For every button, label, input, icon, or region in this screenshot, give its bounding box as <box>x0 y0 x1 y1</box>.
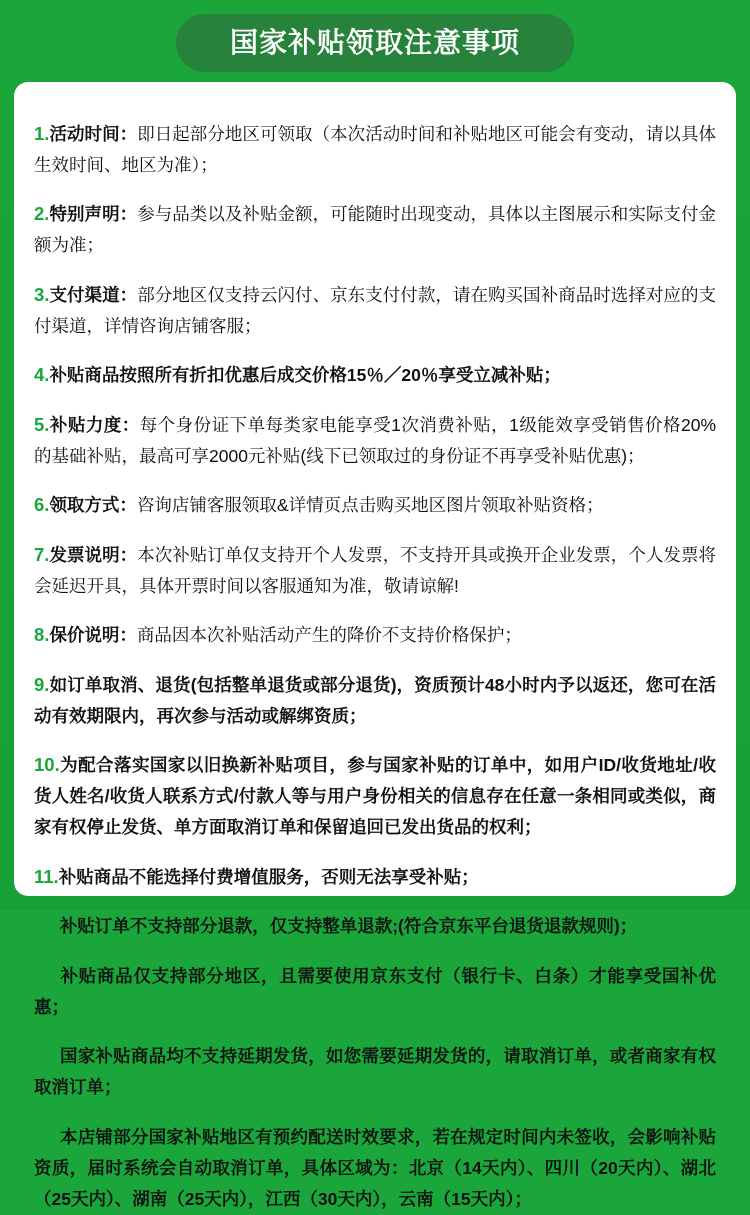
notice-item-number: 8. <box>34 624 50 645</box>
notice-item-number: 9. <box>34 673 50 695</box>
notice-item-number: 5. <box>34 413 50 435</box>
notice-item-lead: 特别声明： <box>49 204 138 224</box>
notice-item-number: 4. <box>34 364 50 385</box>
notice-item <box>34 279 716 342</box>
title-pill <box>176 14 574 72</box>
notice-item <box>34 960 716 1023</box>
notice-item <box>34 861 716 893</box>
notice-item <box>34 409 716 472</box>
notice-item-number: 12. <box>34 915 60 936</box>
notice-item <box>34 539 716 602</box>
notice-item-number: 15. <box>34 1125 60 1147</box>
notice-item <box>34 619 716 651</box>
notice-item-number: 13. <box>34 964 60 986</box>
notice-item-number: 11. <box>34 865 59 887</box>
notice-item-number: 1. <box>34 122 50 144</box>
notice-item-number: 2. <box>34 203 50 224</box>
notice-item-lead: 支付渠道： <box>49 284 138 305</box>
notice-item-body: 参与品类以及补贴金额，可能随时出现变动，具体以主图展示和实际支付金额为准； <box>34 204 717 255</box>
notice-item <box>34 749 716 843</box>
notice-item <box>34 910 716 942</box>
notice-item-body: 补贴商品按照所有折扣优惠后成交价格15％／20％享受立减补贴； <box>49 365 561 385</box>
notice-item-body: 补贴商品仅支持部分地区，且需要使用京东支付（银行卡、白条）才能享受国补优惠； <box>34 965 716 1017</box>
notice-item-body: 国家补贴商品均不支持延期发货，如您需要延期发货的，请取消订单，或者商家有权取消订单； <box>34 1046 716 1097</box>
notice-item-body: 本店铺部分国家补贴地区有预约配送时效要求，若在规定时间内未签收，会影响补贴资质，届时系统会自动取消订单，具体区域为：北京（14天内）、四川（20天内）、湖北（25天内）、湖南（25天内），江西（30天内），云南（15天内）； <box>34 1126 716 1209</box>
notice-item-number: 7. <box>34 543 50 565</box>
notice-card <box>14 82 736 1209</box>
notice-item-lead: 保价说明： <box>49 625 137 645</box>
page-header <box>0 0 750 86</box>
notice-item-number: 3. <box>34 283 50 305</box>
notice-item-number: 14. <box>34 1045 60 1066</box>
notice-item-body: 补贴商品不能选择付费增值服务，否则无法享受补贴； <box>58 866 479 887</box>
notice-item-lead: 发票说明： <box>49 544 138 565</box>
notice-item <box>34 1121 716 1215</box>
notice-item <box>34 118 716 181</box>
notice-item-body: 即日起部分地区可领取（本次活动时间和补贴地区可能会有变动，请以具体生效时间、地区为准）； <box>34 123 717 175</box>
notice-item-number: 6. <box>34 494 50 515</box>
notice-item-body: 本次补贴订单仅支持开个人发票，不支持开具或换开企业发票，个人发票将会延迟开具，具体开票时间以客服通知为准，敬请谅解! <box>34 544 717 596</box>
notice-item-body: 如订单取消、退货(包括整单退货或部分退货)，资质预计48小时内予以返还，您可在活动有效期限内，再次参与活动或解绑资质； <box>34 674 716 726</box>
notice-item-lead: 领取方式： <box>49 495 137 515</box>
notice-item <box>34 198 716 261</box>
page-title: 国家补贴领取注意事项 <box>229 27 520 58</box>
notice-item-lead: 活动时间： <box>49 123 138 144</box>
notice-item-body: 为配合落实国家以旧换新补贴项目，参与国家补贴的订单中，如用户ID/收货地址/收货人姓名/收货人联系方式/付款人等与用户身份相关的信息存在任意一条相同或类似，商家有权停止发货、单方面取消订单和保留追回已发出货品的权利； <box>34 755 716 837</box>
notice-item <box>34 1040 716 1103</box>
notice-item-lead: 补贴力度： <box>49 414 140 435</box>
notice-item-body: 部分地区仅支持云闪付、京东支付付款，请在购买国补商品时选择对应的支付渠道，详情咨询店铺客服； <box>34 284 717 336</box>
notice-item <box>34 489 716 521</box>
notice-item-body: 商品因本次补贴活动产生的降价不支持价格保护； <box>136 625 522 645</box>
notice-item-body: 咨询店铺客服领取&详情页点击购买地区图片领取补贴资格； <box>136 495 604 515</box>
notice-item <box>34 669 716 732</box>
notice-item-body: 补贴订单不支持部分退款，仅支持整单退款;(符合京东平台退货退款规则)； <box>59 916 638 936</box>
notice-item <box>34 359 716 391</box>
notice-item-number: 10. <box>34 754 60 775</box>
notice-item-body: 每个身份证下单每类家电能享受1次消费补贴，1级能效享受销售价格20%的基础补贴，最高可享2000元补贴(线下已领取过的身份证不再享受补贴优惠)； <box>34 414 717 466</box>
